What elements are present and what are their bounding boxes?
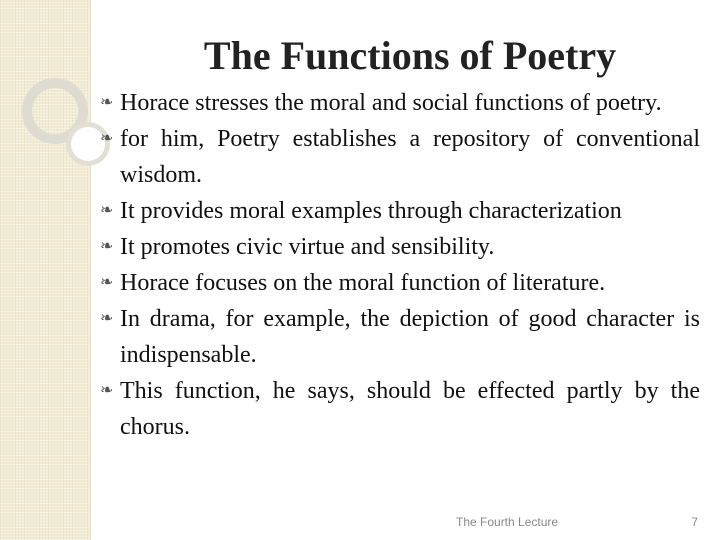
bullet-text: It provides moral examples through characterization [120, 198, 622, 224]
flourish-bullet-icon: ❧ [100, 94, 114, 111]
bullet-text: In drama, for example, the depiction of good character is indispensable. [120, 306, 700, 368]
flourish-bullet-icon: ❧ [100, 382, 114, 399]
bullet-item [100, 265, 700, 301]
bullet-item [100, 229, 700, 265]
bullet-list [100, 85, 700, 445]
page-number: 7 [691, 515, 698, 529]
bullet-text: Horace stresses the moral and social functions of poetry. [120, 90, 662, 116]
flourish-bullet-icon: ❧ [100, 130, 114, 147]
flourish-bullet-icon: ❧ [100, 274, 114, 291]
bullet-text: This function, he says, should be effected partly by the chorus. [120, 378, 700, 440]
bullet-text: It promotes civic virtue and sensibility. [120, 234, 495, 260]
bullet-text: for him, Poetry establishes a repository of conventional wisdom. [120, 126, 700, 188]
slide-footer: The Fourth Lecture [456, 515, 559, 529]
bullet-item [100, 373, 700, 445]
bullet-item [100, 85, 700, 121]
slide-title: The Functions of Poetry [203, 33, 617, 78]
flourish-bullet-icon: ❧ [100, 202, 114, 219]
flourish-bullet-icon: ❧ [100, 238, 114, 255]
bullet-item [100, 301, 700, 373]
bullet-item [100, 121, 700, 193]
flourish-bullet-icon: ❧ [100, 310, 114, 327]
bullet-item [100, 193, 700, 229]
bullet-text: Horace focuses on the moral function of literature. [120, 270, 606, 296]
